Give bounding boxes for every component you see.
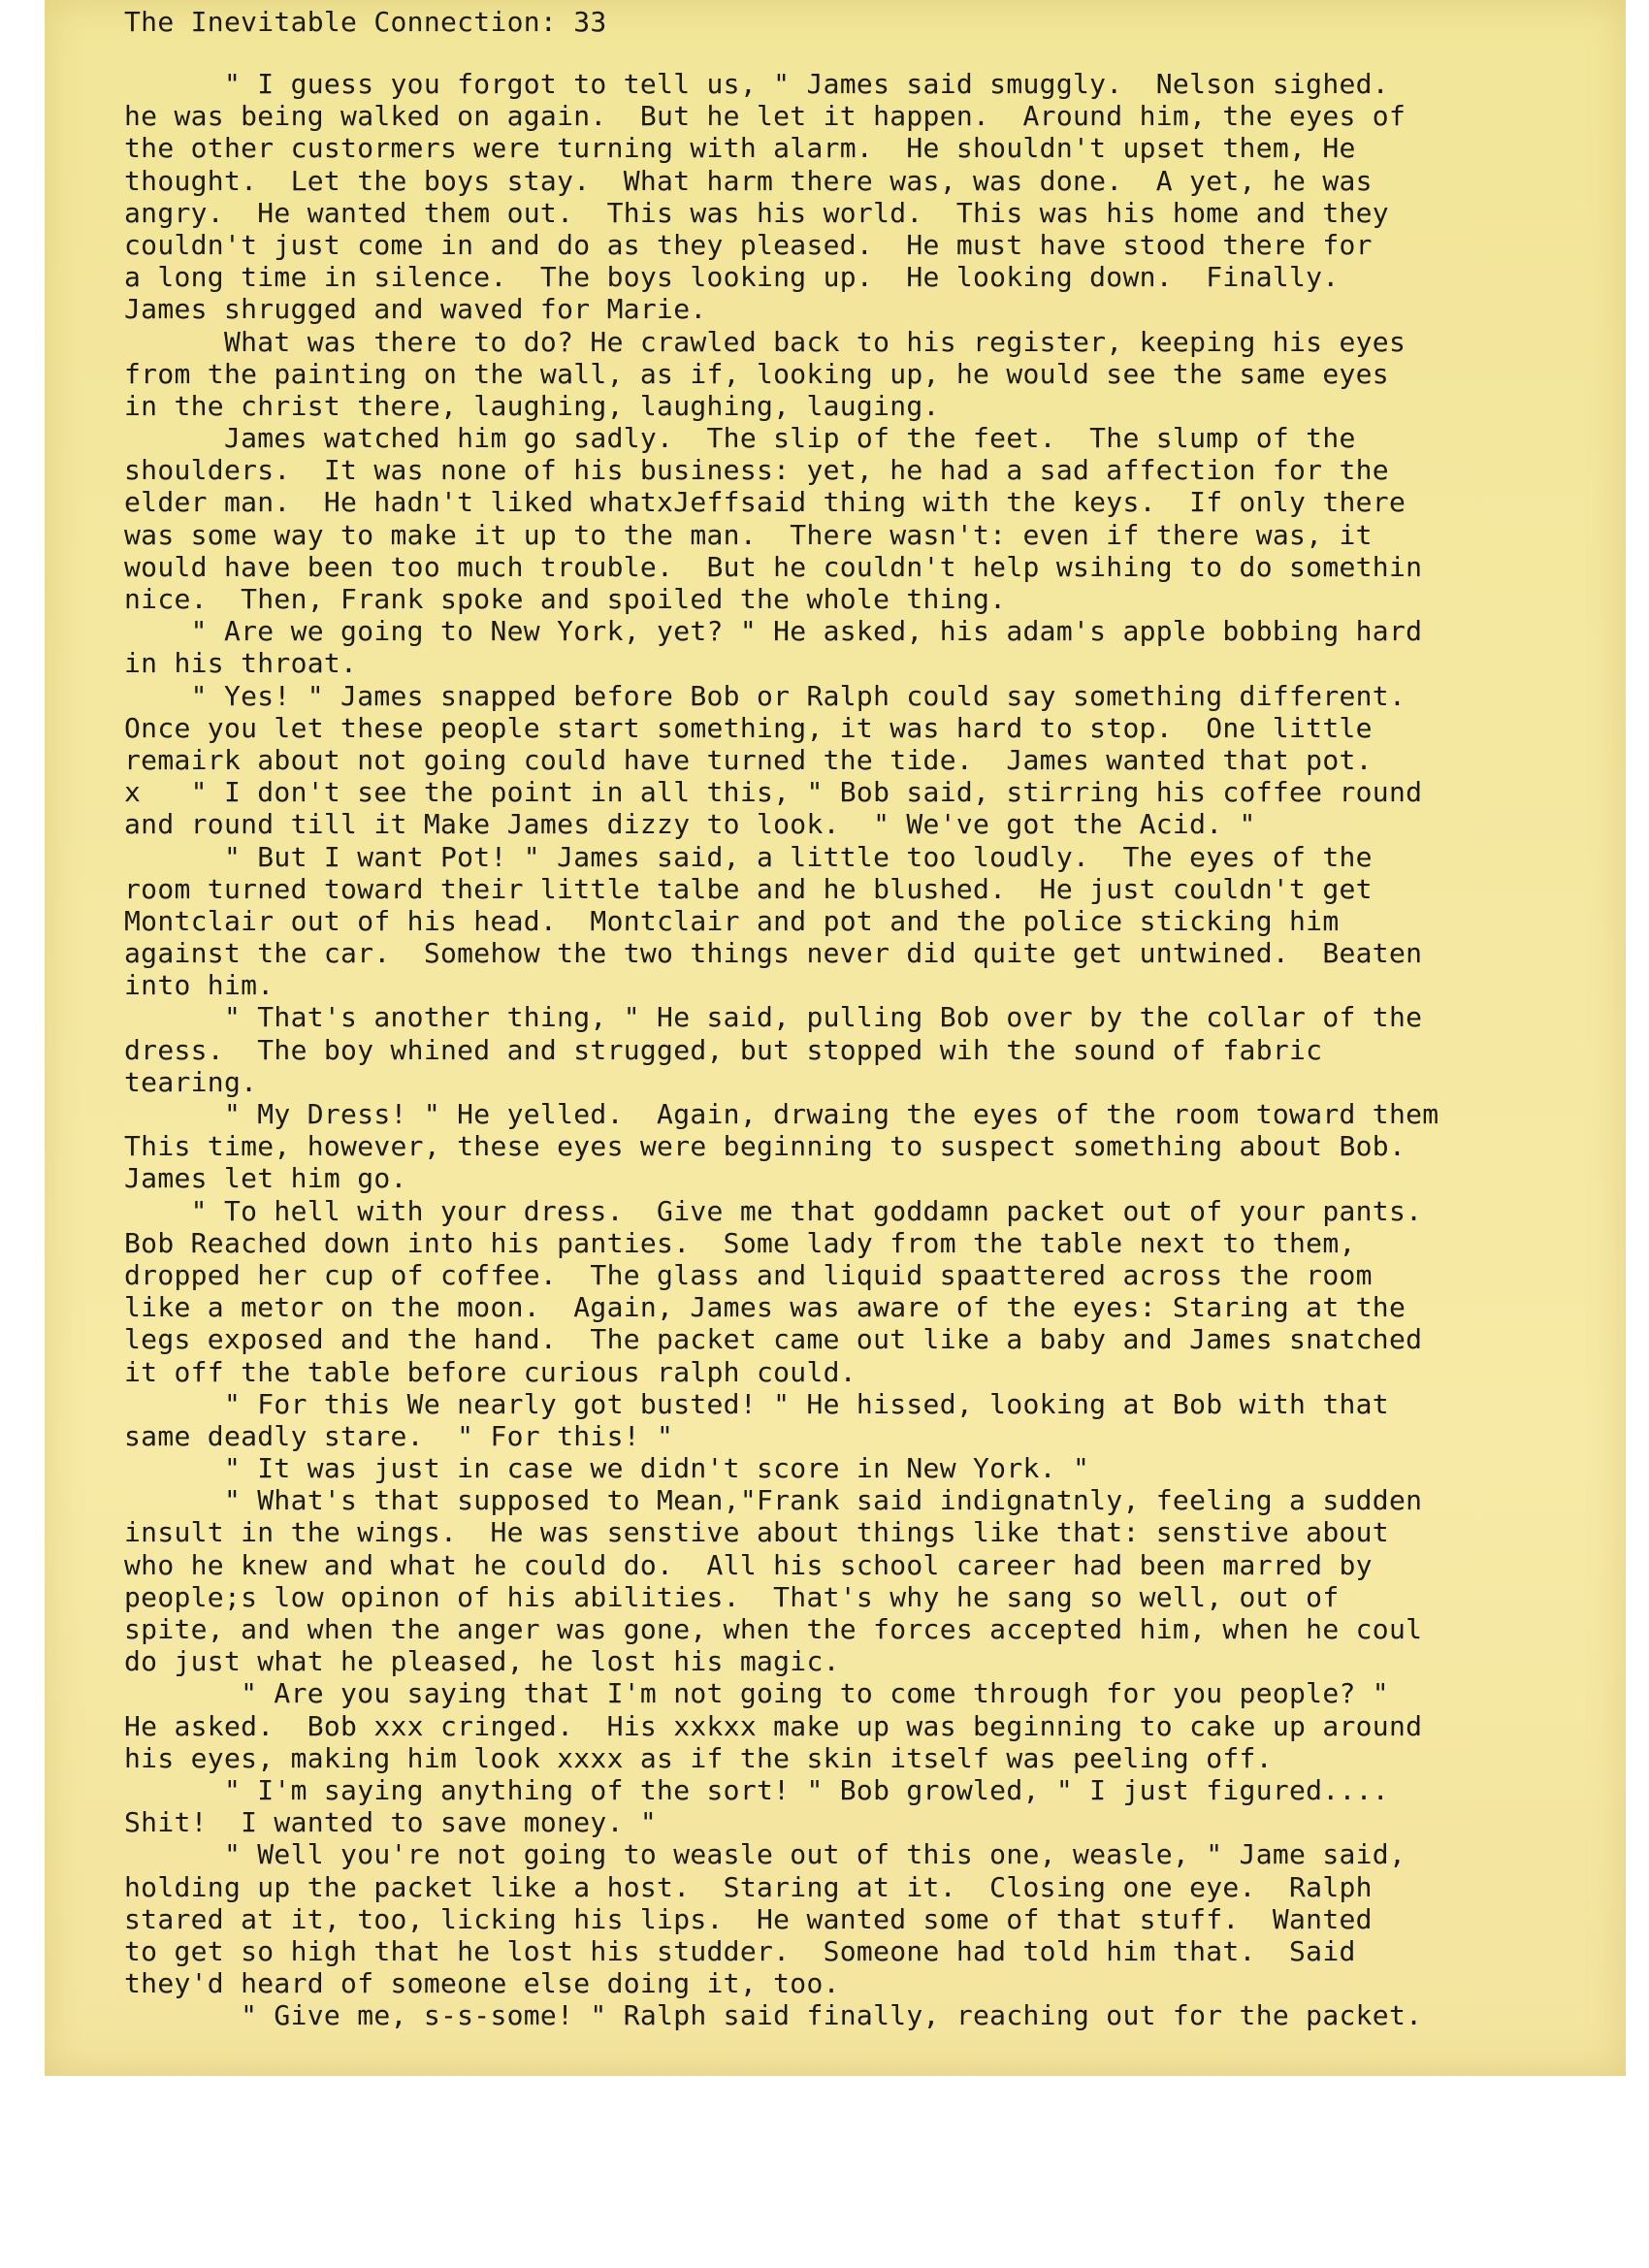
text-line: they'd heard of someone else doing it, too. — [124, 1967, 840, 2000]
text-line: like a metor on the moon. Again, James was aware of the eyes: Staring at the — [124, 1291, 1406, 1324]
text-line: He asked. Bob xxx cringed. His xxkxx make up was beginning to cake up around — [124, 1709, 1423, 1742]
text-line: from the painting on the wall, as if, looking up, he would see the same eyes — [124, 357, 1389, 390]
text-line: a long time in silence. The boys looking up. He looking down. Finally. — [124, 261, 1340, 294]
typewritten-page — [45, 0, 1626, 2076]
text-line: Bob Reached down into his panties. Some lady from the table next to them, — [124, 1226, 1356, 1259]
text-line: would have been too much trouble. But he couldn't help wsihing to do somethin — [124, 550, 1423, 583]
text-line: " Are you saying that I'm not going to come through for you people? " — [124, 1677, 1389, 1710]
text-line: remairk about not going could have turned the tide. James wanted that pot. — [124, 743, 1373, 776]
page-header: The Inevitable Connection: 33 — [124, 6, 607, 38]
text-line: in the christ there, laughing, laughing, lauging. — [124, 389, 940, 422]
body-text — [124, 68, 1439, 2031]
text-line: This time, however, these eyes were beginning to suspect something about Bob. — [124, 1130, 1406, 1163]
text-line: " Are we going to New York, yet? " He asked, his adam's apple bobbing hard — [124, 615, 1423, 648]
text-line: elder man. He hadn't liked whatxJeffsaid thing with the keys. If only there — [124, 486, 1406, 519]
text-line: room turned toward their little talbe and he blushed. He just couldn't get — [124, 872, 1373, 905]
text-line: thought. Let the boys stay. What harm there was, was done. A yet, he was — [124, 164, 1373, 197]
text-line: " But I want Pot! " James said, a little too loudly. The eyes of the — [124, 840, 1373, 873]
text-line: x " I don't see the point in all this, " Bob said, stirring his coffee round — [124, 776, 1423, 809]
text-line: Shit! I wanted to save money. " — [124, 1806, 658, 1839]
text-line: tearing. — [124, 1065, 258, 1098]
text-line: nice. Then, Frank spoke and spoiled the whole thing. — [124, 583, 1007, 615]
text-line: " I guess you forgot to tell us, " James said smuggly. Nelson sighed. — [124, 68, 1389, 100]
text-line: it off the table before curious ralph could. — [124, 1355, 857, 1388]
text-line: Once you let these people start something, it was hard to stop. One little — [124, 711, 1373, 744]
text-line: into him. — [124, 969, 275, 1002]
text-line: " Yes! " James snapped before Bob or Ralph could say something different. — [124, 679, 1406, 712]
text-line: angry. He wanted them out. This was his world. This was his home and they — [124, 196, 1389, 229]
text-line: James shrugged and waved for Marie. — [124, 293, 707, 326]
text-line: " It was just in case we didn't score in New York. " — [124, 1452, 1090, 1485]
text-line: " Give me, s-s-some! " Ralph said finally, reaching out for the packet. — [124, 1999, 1423, 2032]
text-line: " For this We nearly got busted! " He hissed, looking at Bob with that — [124, 1387, 1389, 1420]
text-line: legs exposed and the hand. The packet came out like a baby and James snatched — [124, 1323, 1423, 1356]
text-line: in his throat. — [124, 647, 358, 680]
text-line: " To hell with your dress. Give me that goddamn packet out of your pants. — [124, 1194, 1423, 1227]
text-line: same deadly stare. " For this! " — [124, 1419, 674, 1452]
text-line: James let him go. — [124, 1162, 407, 1195]
text-line: " I'm saying anything of the sort! " Bob growled, " I just figured.... — [124, 1773, 1389, 1806]
text-line: What was there to do? He crawled back to his register, keeping his eyes — [124, 325, 1406, 358]
text-line: do just what he pleased, he lost his magic. — [124, 1645, 840, 1678]
text-line: " Well you're not going to weasle out of this one, weasle, " Jame said, — [124, 1838, 1406, 1871]
text-line: against the car. Somehow the two things never did quite get untwined. Beaten — [124, 937, 1423, 970]
text-line: couldn't just come in and do as they pleased. He must have stood there for — [124, 228, 1373, 261]
text-line: who he knew and what he could do. All his school career had been marred by — [124, 1548, 1373, 1581]
text-line: was some way to make it up to the man. There wasn't: even if there was, it — [124, 518, 1373, 551]
text-line: Montclair out of his head. Montclair and pot and the police sticking him — [124, 904, 1340, 937]
text-line: " My Dress! " He yelled. Again, drwaing the eyes of the room toward them — [124, 1098, 1439, 1130]
text-line: dress. The boy whined and strugged, but stopped wih the sound of fabric — [124, 1033, 1323, 1066]
text-line: " That's another thing, " He said, pulling Bob over by the collar of the — [124, 1001, 1423, 1034]
text-line: and round till it Make James dizzy to look. " We've got the Acid. " — [124, 808, 1256, 841]
text-line: stared at it, too, licking his lips. He wanted some of that stuff. Wanted — [124, 1902, 1373, 1935]
text-line: people;s low opinon of his abilities. That's why he sang so well, out of — [124, 1580, 1340, 1613]
text-line: insult in the wings. He was senstive about things like that: senstive about — [124, 1516, 1389, 1549]
text-line: James watched him go sadly. The slip of the feet. The slump of the — [124, 422, 1356, 455]
text-line: shoulders. It was none of his business: yet, he had a sad affection for the — [124, 454, 1389, 487]
text-line: " What's that supposed to Mean,"Frank said indignatnly, feeling a sudden — [124, 1484, 1423, 1517]
text-line: the other custormers were turning with alarm. He shouldn't upset them, He — [124, 132, 1356, 165]
text-line: holding up the packet like a host. Staring at it. Closing one eye. Ralph — [124, 1870, 1373, 1903]
text-line: spite, and when the anger was gone, when the forces accepted him, when he coul — [124, 1613, 1423, 1645]
text-line: dropped her cup of coffee. The glass and liquid spaattered across the room — [124, 1258, 1373, 1291]
text-line: his eyes, making him look xxxx as if the skin itself was peeling off. — [124, 1741, 1273, 1774]
text-line: he was being walked on again. But he let it happen. Around him, the eyes of — [124, 100, 1406, 133]
text-line: to get so high that he lost his studder. Someone had told him that. Said — [124, 1934, 1356, 1967]
